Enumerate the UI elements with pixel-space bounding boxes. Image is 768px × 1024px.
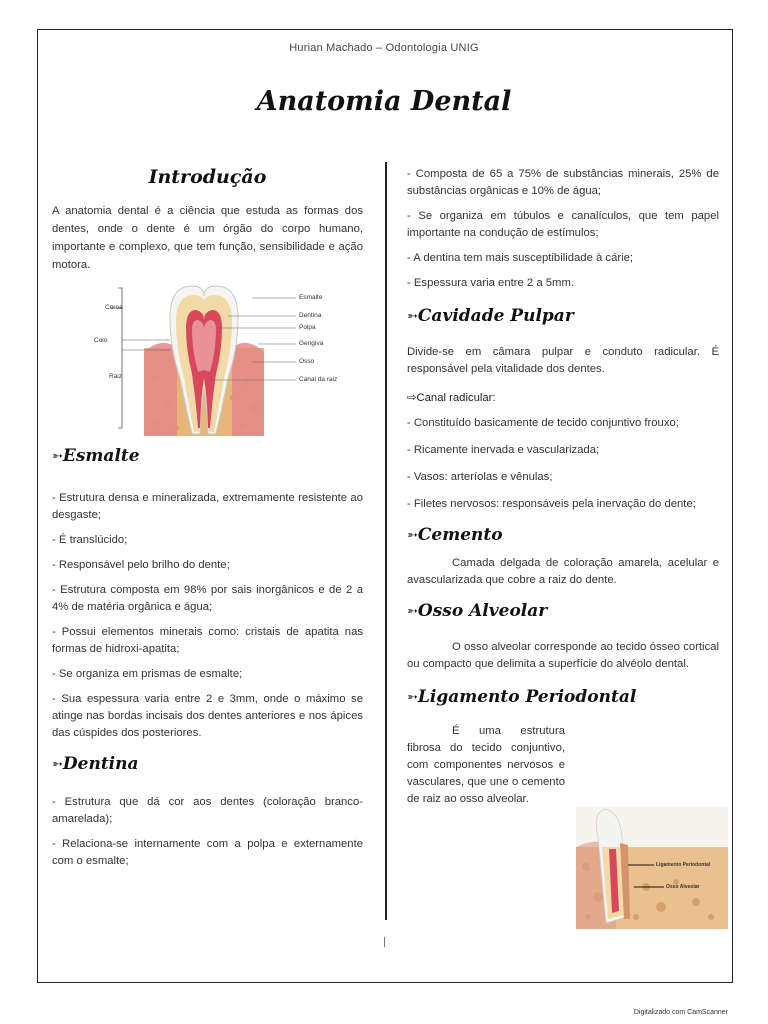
arrow-icon: ➳	[407, 689, 416, 705]
list-item: - É translúcido;	[52, 534, 128, 546]
cavidade-text: Divide-se em câmara pulpar e conduto radicular. É responsável pela vitalidade dos dentes.	[407, 346, 719, 375]
list-item: - Estrutura que dá cor aos dentes (coloração branco-amarelada);	[52, 796, 363, 825]
intro-text: A anatomia dental é a ciência que estuda as formas dos dentes, onde o dente é um órgão do corpo humano, importante e complexo, que tem função, sensibilidade e ação motora.	[52, 205, 363, 271]
section-ligamento-label: Ligamento Periodontal	[417, 687, 637, 707]
label-osso: Osso	[299, 358, 315, 365]
cemento-text: Camada delgada de coloração amarela, acelular e avascularizada que cobre a raiz do dente.	[407, 557, 719, 586]
label-dentina: Dentina	[299, 312, 322, 319]
label-ligamento-periodontal: Ligamento Periodontal	[656, 862, 711, 868]
section-esmalte-label: Esmalte	[62, 446, 140, 466]
list-item: - Possui elementos minerais como: cristais de apatita nas formas de hidroxi-apatita;	[52, 626, 363, 655]
left-column	[52, 166, 363, 870]
section-osso-label: Osso Alveolar	[417, 601, 548, 621]
section-osso-title	[407, 601, 719, 621]
list-item: - Sua espessura varia entre 2 e 3mm, onde o máximo se atinge nas bordas incisais dos dentes anteriores e nos ápices das cúspides dos posteriores.	[52, 693, 363, 739]
canal-list	[407, 415, 719, 513]
ligamento-text: É uma estrutura fibrosa do tecido conjuntivo, com componentes nervosos e vasculares, que une o cemento de raiz ao osso alveolar.	[407, 725, 565, 805]
section-ligamento-title	[407, 687, 719, 707]
label-coroa: Coroa	[105, 304, 123, 311]
list-item: - Espessura varia entre 2 a 5mm.	[407, 277, 575, 289]
esmalte-list	[52, 490, 363, 742]
section-cemento-label: Cemento	[417, 525, 503, 545]
label-canal-raiz: Canal da raiz	[299, 376, 338, 383]
dentina-list	[52, 794, 363, 870]
list-item: - Vasos: arteríolas e vênulas;	[407, 471, 553, 483]
section-cemento-title	[407, 525, 719, 545]
label-polpa: Polpa	[299, 324, 316, 331]
section-cavidade-title	[407, 306, 719, 326]
list-item: - Constituído basicamente de tecido conjuntivo frouxo;	[407, 417, 679, 429]
list-item: - Estrutura composta em 98% por sais inorgânicos e de 2 a 4% de matéria orgânica e água;	[52, 584, 363, 613]
periodontal-diagram	[576, 807, 728, 929]
list-item: - Se organiza em prismas de esmalte;	[52, 668, 243, 680]
periodontal-illustration	[576, 807, 728, 929]
arrow-icon: ➳	[52, 448, 61, 464]
arrow-icon: ➳	[407, 527, 416, 543]
list-item: - A dentina tem mais susceptibilidade à cárie;	[407, 252, 634, 264]
label-osso-alveolar: Osso Alveolar	[666, 884, 700, 890]
label-colo: Colo	[94, 337, 108, 344]
list-item: - Composta de 65 a 75% de substâncias minerais, 25% de substâncias orgânicas e 10% de água;	[407, 168, 719, 197]
label-esmalte: Esmalte	[299, 294, 323, 301]
arrow-icon: ➳	[52, 756, 61, 772]
section-dentina-label: Dentina	[62, 754, 139, 774]
dentina-continued-list	[407, 166, 719, 292]
arrow-icon: ➳	[407, 308, 416, 324]
scanner-watermark: Digitalizado com CamScanner	[633, 1009, 728, 1016]
intro-title: Introdução	[148, 166, 267, 188]
list-item: - Relaciona-se internamente com a polpa e externamente com o esmalte;	[52, 838, 363, 867]
right-column	[407, 166, 719, 808]
arrow-icon: ➳	[407, 603, 416, 619]
list-item: - Responsável pelo brilho do dente;	[52, 559, 230, 571]
section-esmalte-title	[52, 446, 363, 466]
list-item: - Filetes nervosos: responsáveis pela inervação do dente;	[407, 498, 696, 510]
document-title: Anatomia Dental	[256, 86, 512, 117]
list-item: - Ricamente inervada e vascularizada;	[407, 444, 600, 456]
label-raiz: Raiz	[109, 373, 123, 380]
osso-text: O osso alveolar corresponde ao tecido ósseo cortical ou compacto que delimita a superfície do alvéolo dental.	[407, 641, 719, 670]
list-item: - Se organiza em túbulos e canalículos, que tem papel importante na condução de estímulos;	[407, 210, 719, 239]
column-divider	[385, 162, 387, 920]
author-line: Hurian Machado – Odontologia UNIG	[289, 42, 479, 54]
tooth-illustration	[52, 278, 363, 438]
list-item: - Estrutura densa e mineralizada, extremamente resistente ao desgaste;	[52, 492, 363, 521]
label-gengiva: Gengiva	[299, 340, 324, 347]
tooth-anatomy-diagram	[52, 278, 363, 438]
section-dentina-title	[52, 754, 363, 774]
section-cavidade-label: Cavidade Pulpar	[417, 306, 574, 326]
page-tick	[384, 937, 385, 947]
canal-radicular-title: ⇨Canal radicular:	[407, 392, 496, 404]
